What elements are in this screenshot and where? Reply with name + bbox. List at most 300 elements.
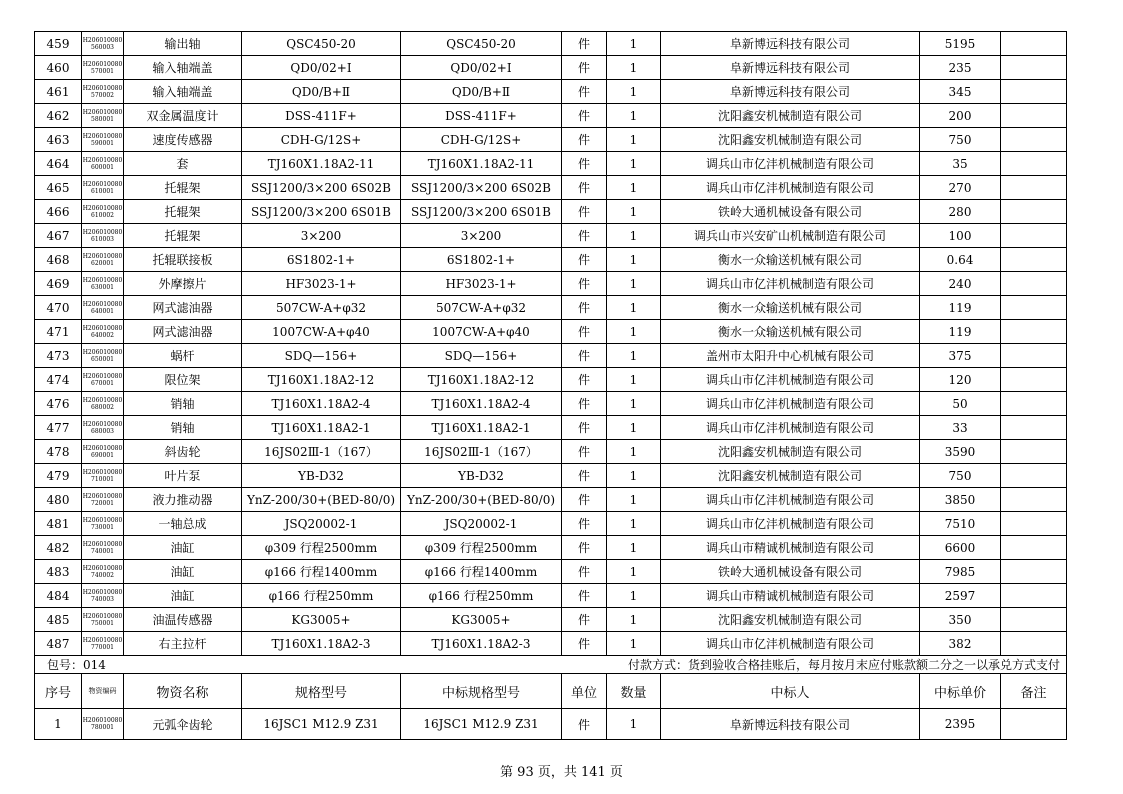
cell-price: 280: [920, 200, 1001, 224]
cell-price: 120: [920, 368, 1001, 392]
cell-qty: 1: [607, 224, 661, 248]
cell-bid-spec: 3×200: [401, 224, 562, 248]
cell-remark: [1001, 104, 1067, 128]
table-row: [35, 248, 1067, 272]
cell-supplier: 调兵山市亿沣机械制造有限公司: [661, 152, 920, 176]
cell-seq: 462: [35, 104, 82, 128]
cell-name: 油缸: [124, 560, 242, 584]
cell-price: 7510: [920, 512, 1001, 536]
cell-unit: 件: [562, 488, 607, 512]
cell-unit: 件: [562, 440, 607, 464]
cell-seq: 478: [35, 440, 82, 464]
cell-supplier: 阜新博远科技有限公司: [661, 56, 920, 80]
cell-bid-spec: QSC450-20: [401, 32, 562, 56]
cell-spec: φ309 行程2500mm: [242, 536, 401, 560]
header-name: 物资名称: [124, 674, 242, 709]
cell-price: 200: [920, 104, 1001, 128]
cell-name: 液力推动器: [124, 488, 242, 512]
cell-bid-spec: QD0/02+Ⅰ: [401, 56, 562, 80]
cell-supplier: 沈阳鑫安机械制造有限公司: [661, 128, 920, 152]
cell-unit: 件: [562, 176, 607, 200]
cell-unit: 件: [562, 296, 607, 320]
cell-price: 119: [920, 296, 1001, 320]
cell-qty: 1: [607, 104, 661, 128]
cell-qty: 1: [607, 584, 661, 608]
cell-remark: [1001, 248, 1067, 272]
cell-remark: [1001, 56, 1067, 80]
cell-supplier: 阜新博远科技有限公司: [661, 80, 920, 104]
cell-unit: 件: [562, 224, 607, 248]
cell-qty: 1: [607, 128, 661, 152]
cell-seq: 479: [35, 464, 82, 488]
cell-supplier: 沈阳鑫安机械制造有限公司: [661, 104, 920, 128]
cell-spec: φ166 行程250mm: [242, 584, 401, 608]
cell-spec: 3×200: [242, 224, 401, 248]
cell-qty: 1: [607, 368, 661, 392]
cell-seq: 474: [35, 368, 82, 392]
cell-qty: 1: [607, 416, 661, 440]
cell-bid-spec: TJ160X1.18A2-4: [401, 392, 562, 416]
package-label: 包号：014: [35, 656, 124, 674]
cell-seq: 459: [35, 32, 82, 56]
cell-bid-spec: DSS-411F+: [401, 104, 562, 128]
cell-spec: 16JS02Ⅲ-1（167）: [242, 440, 401, 464]
cell-spec: SSJ1200/3×200 6S01B: [242, 200, 401, 224]
cell-remark: [1001, 416, 1067, 440]
table-row: [35, 392, 1067, 416]
cell-bid-spec: 1007CW-A+φ40: [401, 320, 562, 344]
cell-unit: 件: [562, 200, 607, 224]
table-row: [35, 56, 1067, 80]
table-row: [35, 440, 1067, 464]
package-row: [35, 656, 1067, 674]
cell-seq: 473: [35, 344, 82, 368]
cell-supplier: 沈阳鑫安机械制造有限公司: [661, 440, 920, 464]
cell-code: H206010080740002: [82, 560, 124, 584]
table-row: [35, 272, 1067, 296]
table-row: [35, 128, 1067, 152]
table-row: [35, 512, 1067, 536]
cell-seq: 481: [35, 512, 82, 536]
cell-price: 240: [920, 272, 1001, 296]
table-row: [35, 296, 1067, 320]
cell-name: 一轴总成: [124, 512, 242, 536]
cell-qty: 1: [607, 320, 661, 344]
cell-spec: JSQ20002-1: [242, 512, 401, 536]
cell-supplier: 调兵山市亿沣机械制造有限公司: [661, 272, 920, 296]
header-remark: 备注: [1001, 674, 1067, 709]
table-row: [35, 320, 1067, 344]
cell-remark: [1001, 368, 1067, 392]
cell-code: H206010080630001: [82, 272, 124, 296]
cell-bid-spec: TJ160X1.18A2-12: [401, 368, 562, 392]
cell-name: 销轴: [124, 392, 242, 416]
cell-supplier: 调兵山市亿沣机械制造有限公司: [661, 632, 920, 656]
cell-qty: 1: [607, 709, 661, 740]
cell-remark: [1001, 560, 1067, 584]
cell-bid-spec: QD0/B+Ⅱ: [401, 80, 562, 104]
cell-unit: 件: [562, 32, 607, 56]
header-supplier: 中标人: [661, 674, 920, 709]
cell-spec: φ166 行程1400mm: [242, 560, 401, 584]
cell-supplier: 阜新博远科技有限公司: [661, 32, 920, 56]
cell-supplier: 盖州市太阳升中心机械有限公司: [661, 344, 920, 368]
table-row: [35, 176, 1067, 200]
cell-price: 2395: [920, 709, 1001, 740]
cell-remark: [1001, 320, 1067, 344]
cell-code: H206010080770001: [82, 632, 124, 656]
cell-seq: 463: [35, 128, 82, 152]
cell-spec: 16JSC1 M12.9 Z31: [242, 709, 401, 740]
cell-qty: 1: [607, 56, 661, 80]
cell-unit: 件: [562, 344, 607, 368]
cell-unit: 件: [562, 56, 607, 80]
cell-bid-spec: 16JS02Ⅲ-1（167）: [401, 440, 562, 464]
cell-supplier: 调兵山市亿沣机械制造有限公司: [661, 368, 920, 392]
cell-remark: [1001, 488, 1067, 512]
cell-name: 托辊架: [124, 176, 242, 200]
cell-price: 33: [920, 416, 1001, 440]
cell-name: 套: [124, 152, 242, 176]
header-code: 物资编码: [82, 674, 124, 709]
cell-unit: 件: [562, 464, 607, 488]
cell-unit: 件: [562, 152, 607, 176]
cell-remark: [1001, 632, 1067, 656]
cell-qty: 1: [607, 152, 661, 176]
cell-code: H206010080610002: [82, 200, 124, 224]
cell-name: 油缸: [124, 536, 242, 560]
cell-code: H206010080740001: [82, 536, 124, 560]
cell-bid-spec: φ166 行程1400mm: [401, 560, 562, 584]
cell-seq: 471: [35, 320, 82, 344]
cell-code: H206010080730001: [82, 512, 124, 536]
cell-bid-spec: TJ160X1.18A2-3: [401, 632, 562, 656]
cell-spec: SDQ—156+: [242, 344, 401, 368]
cell-supplier: 衡水一众输送机械有限公司: [661, 248, 920, 272]
cell-supplier: 调兵山市亿沣机械制造有限公司: [661, 392, 920, 416]
cell-price: 35: [920, 152, 1001, 176]
cell-supplier: 调兵山市亿沣机械制造有限公司: [661, 512, 920, 536]
cell-qty: 1: [607, 200, 661, 224]
cell-bid-spec: φ166 行程250mm: [401, 584, 562, 608]
cell-remark: [1001, 536, 1067, 560]
cell-seq: 477: [35, 416, 82, 440]
table-row: [35, 560, 1067, 584]
cell-price: 119: [920, 320, 1001, 344]
cell-name: 油温传感器: [124, 608, 242, 632]
cell-unit: 件: [562, 272, 607, 296]
cell-unit: 件: [562, 80, 607, 104]
cell-unit: 件: [562, 128, 607, 152]
cell-unit: 件: [562, 709, 607, 740]
cell-remark: [1001, 80, 1067, 104]
cell-seq: 470: [35, 296, 82, 320]
cell-bid-spec: SDQ—156+: [401, 344, 562, 368]
cell-price: 0.64: [920, 248, 1001, 272]
cell-unit: 件: [562, 584, 607, 608]
cell-remark: [1001, 584, 1067, 608]
cell-spec: TJ160X1.18A2-1: [242, 416, 401, 440]
cell-name: 叶片泵: [124, 464, 242, 488]
cell-name: 网式滤油器: [124, 320, 242, 344]
cell-spec: YnZ-200/30+(BED-80/0): [242, 488, 401, 512]
cell-price: 382: [920, 632, 1001, 656]
cell-qty: 1: [607, 464, 661, 488]
cell-code: H206010080710001: [82, 464, 124, 488]
cell-bid-spec: TJ160X1.18A2-11: [401, 152, 562, 176]
table-row: [35, 584, 1067, 608]
cell-supplier: 衡水一众输送机械有限公司: [661, 320, 920, 344]
cell-unit: 件: [562, 104, 607, 128]
cell-code: H206010080620001: [82, 248, 124, 272]
cell-seq: 460: [35, 56, 82, 80]
cell-bid-spec: HF3023-1+: [401, 272, 562, 296]
cell-name: 蜗杆: [124, 344, 242, 368]
cell-unit: 件: [562, 416, 607, 440]
cell-remark: [1001, 128, 1067, 152]
table-row: [35, 104, 1067, 128]
cell-price: 345: [920, 80, 1001, 104]
cell-seq: 468: [35, 248, 82, 272]
cell-spec: TJ160X1.18A2-4: [242, 392, 401, 416]
cell-code: H206010080640001: [82, 296, 124, 320]
cell-bid-spec: YB-D32: [401, 464, 562, 488]
cell-code: H206010080570001: [82, 56, 124, 80]
cell-spec: YB-D32: [242, 464, 401, 488]
cell-bid-spec: 6S1802-1+: [401, 248, 562, 272]
cell-bid-spec: JSQ20002-1: [401, 512, 562, 536]
cell-supplier: 调兵山市亿沣机械制造有限公司: [661, 488, 920, 512]
table-row: [35, 632, 1067, 656]
cell-name: 托辊架: [124, 200, 242, 224]
cell-supplier: 调兵山市亿沣机械制造有限公司: [661, 176, 920, 200]
cell-spec: 6S1802-1+: [242, 248, 401, 272]
cell-supplier: 沈阳鑫安机械制造有限公司: [661, 464, 920, 488]
cell-unit: 件: [562, 320, 607, 344]
cell-code: H206010080720001: [82, 488, 124, 512]
cell-qty: 1: [607, 488, 661, 512]
cell-supplier: 调兵山市亿沣机械制造有限公司: [661, 416, 920, 440]
cell-spec: QD0/02+Ⅰ: [242, 56, 401, 80]
package-spacer: [124, 656, 607, 674]
page-number: 第 93 页，共 141 页: [500, 765, 623, 780]
cell-code: H206010080570002: [82, 80, 124, 104]
cell-qty: 1: [607, 440, 661, 464]
bid-result-table: [34, 31, 1067, 740]
cell-qty: 1: [607, 248, 661, 272]
cell-remark: [1001, 152, 1067, 176]
cell-code: H206010080610001: [82, 176, 124, 200]
cell-unit: 件: [562, 560, 607, 584]
cell-seq: 465: [35, 176, 82, 200]
cell-name: 油缸: [124, 584, 242, 608]
cell-bid-spec: TJ160X1.18A2-1: [401, 416, 562, 440]
header-qty: 数量: [607, 674, 661, 709]
cell-seq: 484: [35, 584, 82, 608]
cell-seq: 482: [35, 536, 82, 560]
cell-supplier: 衡水一众输送机械有限公司: [661, 296, 920, 320]
cell-bid-spec: 16JSC1 M12.9 Z31: [401, 709, 562, 740]
cell-name: 销轴: [124, 416, 242, 440]
cell-remark: [1001, 32, 1067, 56]
cell-name: 速度传感器: [124, 128, 242, 152]
cell-qty: 1: [607, 536, 661, 560]
cell-price: 235: [920, 56, 1001, 80]
cell-remark: [1001, 200, 1067, 224]
header-seq: 序号: [35, 674, 82, 709]
cell-remark: [1001, 176, 1067, 200]
cell-remark: [1001, 440, 1067, 464]
cell-name: 双金属温度计: [124, 104, 242, 128]
cell-code: H206010080580001: [82, 104, 124, 128]
table-row: [35, 152, 1067, 176]
cell-spec: QSC450-20: [242, 32, 401, 56]
cell-seq: 461: [35, 80, 82, 104]
cell-seq: 1: [35, 709, 82, 740]
table-body: [35, 32, 1067, 656]
table-row: [35, 344, 1067, 368]
cell-price: 5195: [920, 32, 1001, 56]
cell-name: 外摩擦片: [124, 272, 242, 296]
cell-price: 3850: [920, 488, 1001, 512]
cell-bid-spec: SSJ1200/3×200 6S02B: [401, 176, 562, 200]
cell-qty: 1: [607, 80, 661, 104]
cell-spec: DSS-411F+: [242, 104, 401, 128]
cell-code: H206010080590001: [82, 128, 124, 152]
cell-qty: 1: [607, 272, 661, 296]
cell-remark: [1001, 296, 1067, 320]
cell-qty: 1: [607, 560, 661, 584]
cell-code: H206010080750001: [82, 608, 124, 632]
table-row: [35, 416, 1067, 440]
cell-remark: [1001, 224, 1067, 248]
cell-code: H206010080740003: [82, 584, 124, 608]
cell-code: H206010080650001: [82, 344, 124, 368]
cell-supplier: 调兵山市精诚机械制造有限公司: [661, 536, 920, 560]
cell-code: H206010080640002: [82, 320, 124, 344]
table-row: [35, 200, 1067, 224]
cell-price: 7985: [920, 560, 1001, 584]
cell-spec: TJ160X1.18A2-12: [242, 368, 401, 392]
table-row: [35, 608, 1067, 632]
cell-code: H206010080560003: [82, 32, 124, 56]
cell-price: 100: [920, 224, 1001, 248]
cell-unit: 件: [562, 368, 607, 392]
cell-qty: 1: [607, 176, 661, 200]
cell-unit: 件: [562, 608, 607, 632]
cell-remark: [1001, 392, 1067, 416]
cell-bid-spec: SSJ1200/3×200 6S01B: [401, 200, 562, 224]
table-row: [35, 80, 1067, 104]
cell-unit: 件: [562, 512, 607, 536]
cell-price: 375: [920, 344, 1001, 368]
table-row: [35, 488, 1067, 512]
table-row: [35, 536, 1067, 560]
header-price: 中标单价: [920, 674, 1001, 709]
cell-remark: [1001, 608, 1067, 632]
cell-name: 元弧伞齿轮: [124, 709, 242, 740]
cell-price: 50: [920, 392, 1001, 416]
cell-supplier: 沈阳鑫安机械制造有限公司: [661, 608, 920, 632]
cell-spec: 507CW-A+φ32: [242, 296, 401, 320]
cell-unit: 件: [562, 632, 607, 656]
cell-code: H206010080680003: [82, 416, 124, 440]
cell-name: 托辊架: [124, 224, 242, 248]
table-row: [35, 32, 1067, 56]
cell-spec: TJ160X1.18A2-11: [242, 152, 401, 176]
header-unit: 单位: [562, 674, 607, 709]
cell-name: 限位架: [124, 368, 242, 392]
cell-name: 斜齿轮: [124, 440, 242, 464]
cell-name: 右主拉杆: [124, 632, 242, 656]
table-row: [35, 368, 1067, 392]
cell-supplier: 阜新博远科技有限公司: [661, 709, 920, 740]
cell-spec: HF3023-1+: [242, 272, 401, 296]
cell-bid-spec: KG3005+: [401, 608, 562, 632]
cell-spec: KG3005+: [242, 608, 401, 632]
cell-spec: TJ160X1.18A2-3: [242, 632, 401, 656]
cell-price: 750: [920, 464, 1001, 488]
cell-remark: [1001, 272, 1067, 296]
cell-qty: 1: [607, 632, 661, 656]
cell-qty: 1: [607, 512, 661, 536]
cell-price: 2597: [920, 584, 1001, 608]
cell-spec: QD0/B+Ⅱ: [242, 80, 401, 104]
table-row: [35, 224, 1067, 248]
cell-qty: 1: [607, 608, 661, 632]
cell-seq: 466: [35, 200, 82, 224]
cell-supplier: 铁岭大通机械设备有限公司: [661, 200, 920, 224]
cell-name: 输入轴端盖: [124, 56, 242, 80]
cell-code: H206010080670001: [82, 368, 124, 392]
cell-supplier: 调兵山市精诚机械制造有限公司: [661, 584, 920, 608]
cell-supplier: 调兵山市兴安矿山机械制造有限公司: [661, 224, 920, 248]
cell-name: 输入轴端盖: [124, 80, 242, 104]
cell-seq: 469: [35, 272, 82, 296]
cell-supplier: 铁岭大通机械设备有限公司: [661, 560, 920, 584]
cell-unit: 件: [562, 392, 607, 416]
cell-seq: 467: [35, 224, 82, 248]
table-row: [35, 709, 1067, 740]
cell-unit: 件: [562, 248, 607, 272]
cell-qty: 1: [607, 296, 661, 320]
cell-code: H206010080610003: [82, 224, 124, 248]
cell-code: H206010080690001: [82, 440, 124, 464]
header-bid-spec: 中标规格型号: [401, 674, 562, 709]
cell-bid-spec: φ309 行程2500mm: [401, 536, 562, 560]
cell-unit: 件: [562, 536, 607, 560]
cell-seq: 464: [35, 152, 82, 176]
cell-seq: 483: [35, 560, 82, 584]
cell-bid-spec: 507CW-A+φ32: [401, 296, 562, 320]
cell-price: 750: [920, 128, 1001, 152]
cell-qty: 1: [607, 344, 661, 368]
cell-code: H206010080600001: [82, 152, 124, 176]
cell-bid-spec: CDH-G/12S+: [401, 128, 562, 152]
cell-seq: 480: [35, 488, 82, 512]
cell-price: 6600: [920, 536, 1001, 560]
payment-terms: 付款方式：货到验收合格挂账后，每月按月末应付账款额二分之一以承兑方式支付: [607, 656, 1067, 674]
cell-seq: 485: [35, 608, 82, 632]
cell-code: H206010080680002: [82, 392, 124, 416]
cell-qty: 1: [607, 32, 661, 56]
cell-spec: SSJ1200/3×200 6S02B: [242, 176, 401, 200]
cell-remark: [1001, 709, 1067, 740]
table-row: [35, 464, 1067, 488]
cell-name: 网式滤油器: [124, 296, 242, 320]
cell-bid-spec: YnZ-200/30+(BED-80/0): [401, 488, 562, 512]
cell-seq: 487: [35, 632, 82, 656]
